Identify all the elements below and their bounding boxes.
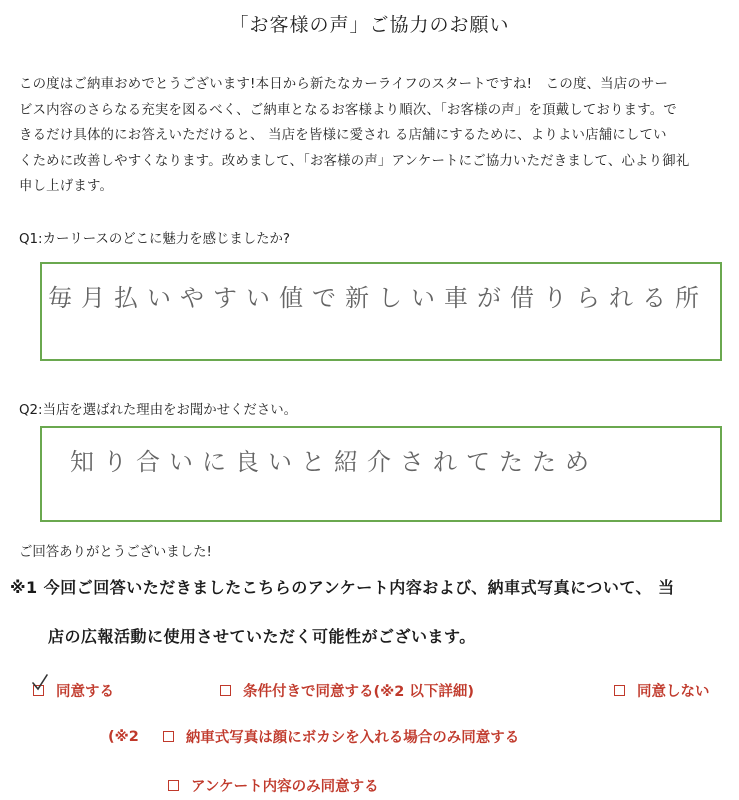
intro-text (19, 72, 729, 200)
option-conditional[interactable] (220, 680, 474, 701)
checkbox-conditional[interactable] (220, 685, 231, 696)
answer-box-2[interactable] (40, 426, 722, 522)
check-mark-icon (31, 674, 49, 692)
option-blur-only-label: 納車式写真は顔にボカシを入れる場合のみ同意する (185, 730, 520, 746)
checkbox-disagree[interactable] (614, 685, 625, 696)
note-2-prefix: (※2 (108, 728, 139, 745)
checkbox-survey-only[interactable] (168, 780, 179, 791)
note-1-line-2: 店の広報活動に使用させていただく可能性がございます。 (48, 627, 476, 646)
answer-2-handwriting: 知り合いに良いと紹介されてたため (70, 448, 598, 476)
checkbox-agree[interactable] (33, 685, 44, 696)
answer-1-handwriting: 毎月払いやすい値で新しい車が借りられる所 (48, 284, 708, 312)
intro-line: くために改善しやすくなります。改めまして、「お客様の声」アンケートにご協力いただきまして、心より御礼 (19, 153, 690, 169)
intro-line: 申し上げます。 (19, 179, 114, 194)
checkbox-blur-only[interactable] (163, 731, 174, 742)
option-disagree-label: 同意しない (637, 684, 710, 700)
answer-box-1[interactable] (40, 262, 722, 361)
option-conditional-label: 条件付きで同意する(※2 以下詳細) (243, 684, 474, 700)
option-agree[interactable] (33, 680, 114, 701)
option-survey-only[interactable] (168, 775, 379, 796)
option-agree-label: 同意する (56, 684, 114, 700)
intro-line: この度はご納車おめでとうございます!本日から新たなカーライフのスタートですね! この度、当店のサー (19, 77, 669, 92)
note-1-line-1: ※1 今回ご回答いただきましたこちらのアンケート内容および、納車式写真について、 当 (10, 578, 675, 597)
thanks-text: ご回答ありがとうございました! (19, 545, 212, 560)
question-2-label: Q2:当店を選ばれた理由をお聞かせください。 (19, 403, 297, 418)
page-title: 「お客様の声」ご協力のお願い (229, 14, 510, 36)
intro-line: きるだけ具体的にお答えいただけると、 当店を皆様に愛され る店舗にするために、よりよい店舗にしてい (19, 128, 667, 143)
option-disagree[interactable] (614, 680, 710, 701)
option-survey-only-label: アンケート内容のみ同意する (191, 779, 379, 795)
question-1-label: Q1:カーリースのどこに魅力を感じましたか? (19, 232, 291, 247)
intro-line: ビス内容のさらなる充実を図るべく、ご納車となるお客様より順次、「お客様の声」を頂戴しております。で (19, 102, 677, 118)
option-blur-only[interactable] (108, 726, 519, 747)
